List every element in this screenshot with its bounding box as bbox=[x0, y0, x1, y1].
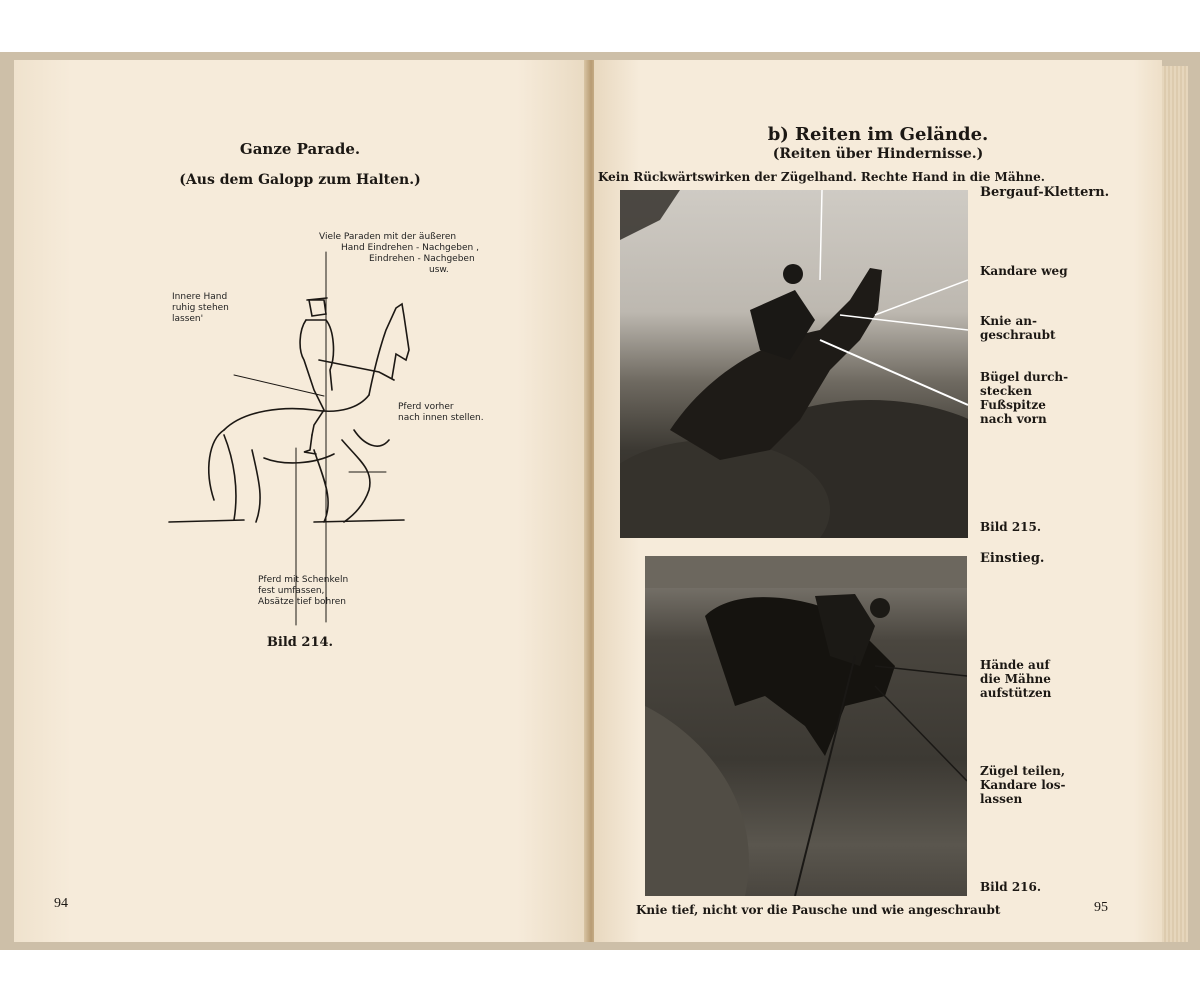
annotation-legs bbox=[258, 575, 348, 608]
caption-bild-215: Bild 215. bbox=[980, 520, 1042, 534]
page-number-left: 94 bbox=[54, 896, 68, 911]
note-line: geschraubt bbox=[980, 328, 1056, 342]
page-number-right: 95 bbox=[1094, 900, 1108, 915]
note-line: Fußspitze bbox=[980, 398, 1046, 412]
note-kandare-weg bbox=[980, 264, 1068, 278]
note-line: lassen bbox=[980, 792, 1023, 806]
annotation-inner-hand bbox=[172, 292, 229, 325]
annotation-line: lassen' bbox=[172, 314, 204, 324]
annotation-horse-position bbox=[398, 402, 484, 424]
right-page-title: b) Reiten im Gelände. bbox=[767, 124, 989, 145]
open-book bbox=[0, 52, 1200, 950]
note-line: Kandare los- bbox=[980, 778, 1066, 792]
annotation-line: Hand Eindrehen - Nachgeben , bbox=[341, 243, 479, 253]
annotation-line: Pferd mit Schenkeln bbox=[258, 575, 349, 585]
note-line: Kandare weg bbox=[980, 264, 1068, 278]
note-line: stecken bbox=[980, 384, 1032, 398]
annotation-line: ruhig stehen bbox=[172, 303, 229, 313]
note-line: aufstützen bbox=[980, 686, 1052, 700]
heading-einstieg: Einstieg. bbox=[980, 551, 1045, 566]
rider-horse-illustration bbox=[164, 230, 544, 630]
photo-bild-215 bbox=[620, 190, 968, 538]
note-line: Hände auf bbox=[980, 658, 1050, 672]
note-line: Zügel teilen, bbox=[980, 764, 1066, 778]
note-zuegel bbox=[980, 764, 1066, 806]
note-line: Knie an- bbox=[980, 314, 1038, 328]
annotation-line: usw. bbox=[429, 265, 449, 275]
annotation-line: Absätze tief bohren bbox=[258, 597, 346, 607]
note-haende bbox=[980, 658, 1051, 700]
annotation-line: Innere Hand bbox=[172, 292, 228, 302]
right-page-subtitle: (Reiten über Hindernisse.) bbox=[772, 146, 984, 162]
heading-bergauf: Bergauf-Klettern. bbox=[980, 185, 1110, 200]
annotation-line: Pferd vorher bbox=[398, 402, 454, 412]
left-page-subtitle: (Aus dem Galopp zum Halten.) bbox=[179, 172, 421, 188]
note-buegel bbox=[980, 370, 1068, 426]
annotation-line: fest umfassen, bbox=[258, 586, 325, 596]
page-edges bbox=[1162, 66, 1188, 942]
photo-bild-216-scene bbox=[645, 556, 967, 896]
photo-bild-216 bbox=[645, 556, 967, 896]
note-line: die Mähne bbox=[980, 672, 1051, 686]
intro-text: Kein Rückwärtswirken der Zügelhand. Rechte Hand in die Mähne. bbox=[598, 170, 1045, 184]
left-page bbox=[14, 60, 587, 942]
annotation-outer-hand bbox=[319, 232, 479, 276]
annotation-line: nach innen stellen. bbox=[398, 413, 484, 423]
right-page bbox=[594, 60, 1162, 942]
note-line: nach vorn bbox=[980, 412, 1047, 426]
annotation-line: Viele Paraden mit der äußeren bbox=[319, 232, 457, 242]
note-line: Bügel durch- bbox=[980, 370, 1069, 384]
caption-bild-216: Bild 216. bbox=[980, 880, 1042, 894]
bottom-caption: Knie tief, nicht vor die Pausche und wie angeschraubt bbox=[636, 903, 1001, 917]
left-page-title: Ganze Parade. bbox=[239, 140, 361, 158]
note-knie-angeschraubt bbox=[980, 314, 1056, 342]
photo-bild-215-scene bbox=[620, 190, 968, 538]
caption-bild-214: Bild 214. bbox=[266, 635, 334, 650]
annotation-line: Eindrehen - Nachgeben bbox=[369, 254, 475, 264]
